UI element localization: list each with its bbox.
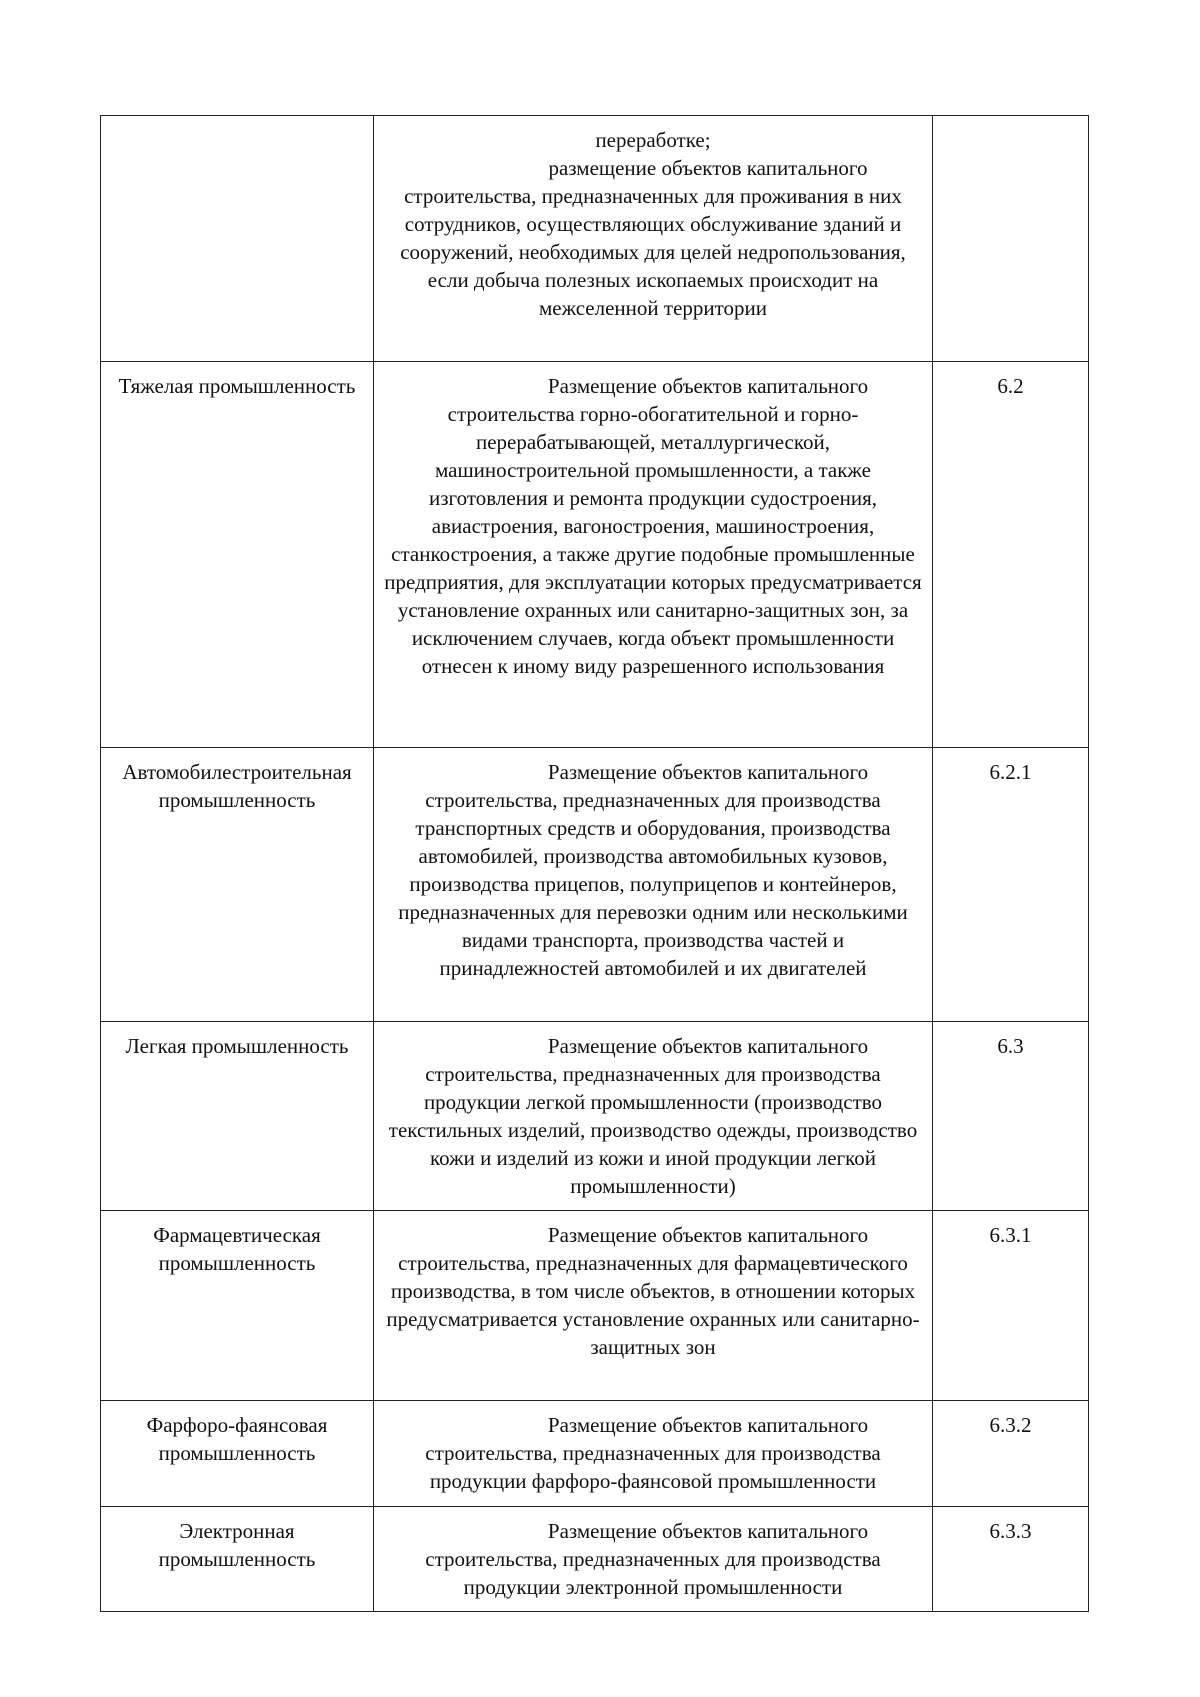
use-type-code-cell [933,116,1089,362]
use-type-description: Размещение объектов капитального строительства, предназначенных для производства продукции электронной промышленности [425,1519,881,1599]
use-type-code-cell [933,362,1089,748]
use-type-code: 6.3.2 [989,1413,1032,1437]
use-type-code-cell [933,1022,1089,1211]
use-type-code: 6.3.1 [989,1223,1032,1247]
use-type-description-cell [374,116,933,362]
use-type-description-cell [374,1507,933,1612]
use-type-description: переработке; [595,128,711,152]
use-type-description-cell [374,362,933,748]
land-use-table [100,115,1089,1612]
use-type-name: Фарфоро-фаянсовая промышленность [146,1413,328,1465]
table-row [101,1211,1089,1401]
use-type-name-cell [101,1022,374,1211]
use-type-code: 6.2 [997,374,1024,398]
use-type-code-cell [933,1211,1089,1401]
use-type-code-cell [933,1507,1089,1612]
use-type-code-cell [933,748,1089,1022]
use-type-name-cell [101,748,374,1022]
use-type-description-cell [374,1401,933,1507]
use-type-name-cell [101,1507,374,1612]
table-row [101,748,1089,1022]
use-type-name: Автомобилестроительная промышленность [122,760,352,812]
use-type-name-cell [101,116,374,362]
table-row [101,1401,1089,1507]
use-type-description-cell [374,1211,933,1401]
table-row [101,1507,1089,1612]
use-type-description: размещение объектов капитального строительства, предназначенных для проживания в них сотрудников, осуществляющих обслуживание зданий и сооружений, необходимых для целей недропользования, если добыча полезных ископаемых происходит на межселенной территории [400,156,906,320]
use-type-name: Фармацевтическая промышленность [153,1223,321,1275]
use-type-name-cell [101,1211,374,1401]
use-type-name: Легкая промышленность [125,1034,349,1058]
table-row [101,1022,1089,1211]
table-row [101,362,1089,748]
use-type-description: Размещение объектов капитального строительства, предназначенных для производства продукции фарфоро-фаянсовой промышленности [425,1413,881,1493]
use-type-name-cell [101,1401,374,1507]
use-type-name: Электронная промышленность [158,1519,316,1571]
use-type-description: Размещение объектов капитального строительства, предназначенных для фармацевтического производства, в том числе объектов, в отношении которых предусматривается установление охранных или санитарно-защитных зон [386,1223,920,1359]
use-type-description: Размещение объектов капитального строительства, предназначенных для производства продукции легкой промышленности (производство текстильных изделий, производство одежды, производство кожи и изделий из кожи и иной продукции легкой промышленности) [388,1034,918,1198]
use-type-description-cell [374,748,933,1022]
use-type-description: Размещение объектов капитального строительства, предназначенных для производства транспортных средств и оборудования, производства автомобилей, производства автомобильных кузовов, производства прицепов, полуприцепов и контейнеров, предназначенных для перевозки одним или несколькими видами транспорта, производства частей и принадлежностей автомобилей и их двигателей [398,760,908,980]
use-type-code-cell [933,1401,1089,1507]
use-type-code: 6.3 [997,1034,1024,1058]
use-type-description-cell [374,1022,933,1211]
table-row [101,116,1089,362]
use-type-code: 6.2.1 [989,760,1032,784]
use-type-code: 6.3.3 [989,1519,1032,1543]
use-type-name: Тяжелая промышленность [118,374,356,398]
use-type-description: Размещение объектов капитального строительства горно-обогатительной и горно-перерабатывающей, металлургической, машиностроительной промышленности, а также изготовления и ремонта продукции судостроения, авиастроения, вагоностроения, машиностроения, станкостроения, а также другие подобные промышленные предприятия, для эксплуатации которых предусматривается установление охранных или санитарно-защитных зон, за исключением случаев, когда объект промышленности отнесен к иному виду разрешенного использования [384,374,922,678]
use-type-name-cell [101,362,374,748]
